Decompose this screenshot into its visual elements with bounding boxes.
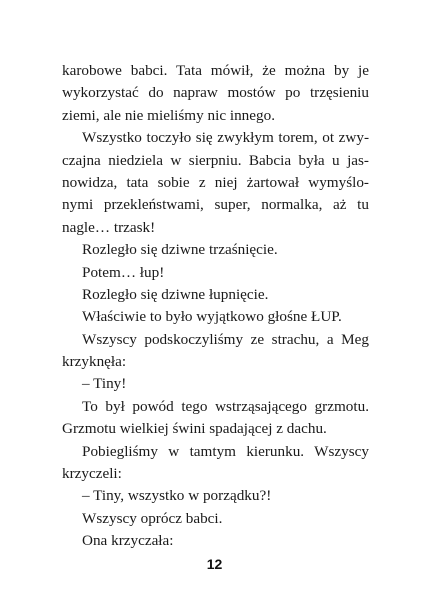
text-line: Wszyscy oprócz babci. xyxy=(82,509,223,527)
text-line: Wszystko toczyło się zwykłym torem, ot zwy- xyxy=(82,129,369,147)
text-line: nowidza, tata sobie z niej żartował wymyślo- xyxy=(62,173,369,191)
page-number: 12 xyxy=(206,556,223,572)
book-page-text xyxy=(62,60,369,553)
text-line: Wszyscy podskoczyliśmy ze strachu, a Meg xyxy=(82,330,369,348)
text-line: czajna niedziela w sierpniu. Babcia była u jas- xyxy=(62,151,369,169)
text-line: ziemi, ale nie mieliśmy nic innego. xyxy=(62,106,275,124)
text-line: Rozległo się dziwne łupnięcie. xyxy=(82,285,269,303)
text-line: Ona krzyczała: xyxy=(82,532,174,550)
text-line: Grzmotu wielkiej świni spadającej z dachu. xyxy=(62,420,327,438)
text-line: To był powód tego wstrząsającego grzmotu. xyxy=(82,397,369,415)
text-line: Potem… łup! xyxy=(82,263,165,281)
text-line: krzyknęła: xyxy=(62,353,127,371)
text-line: nymi przekleństwami, super, normalka, aż tu xyxy=(62,196,369,214)
text-line: wykorzystać do napraw mostów po trzęsieniu xyxy=(62,84,369,102)
text-line: Właściwie to było wyjątkowo głośne ŁUP. xyxy=(82,308,342,326)
text-line: – Tiny! xyxy=(82,375,127,393)
text-line: Pobiegliśmy w tamtym kierunku. Wszyscy xyxy=(82,442,369,460)
text-line: nagle… trzask! xyxy=(62,218,156,236)
text-line: krzyczeli: xyxy=(62,465,122,483)
text-line: – Tiny, wszystko w porządku?! xyxy=(82,487,272,505)
text-line: karobowe babci. Tata mówił, że można by je xyxy=(62,62,369,79)
text-line: Rozległo się dziwne trzaśnięcie. xyxy=(82,241,278,259)
